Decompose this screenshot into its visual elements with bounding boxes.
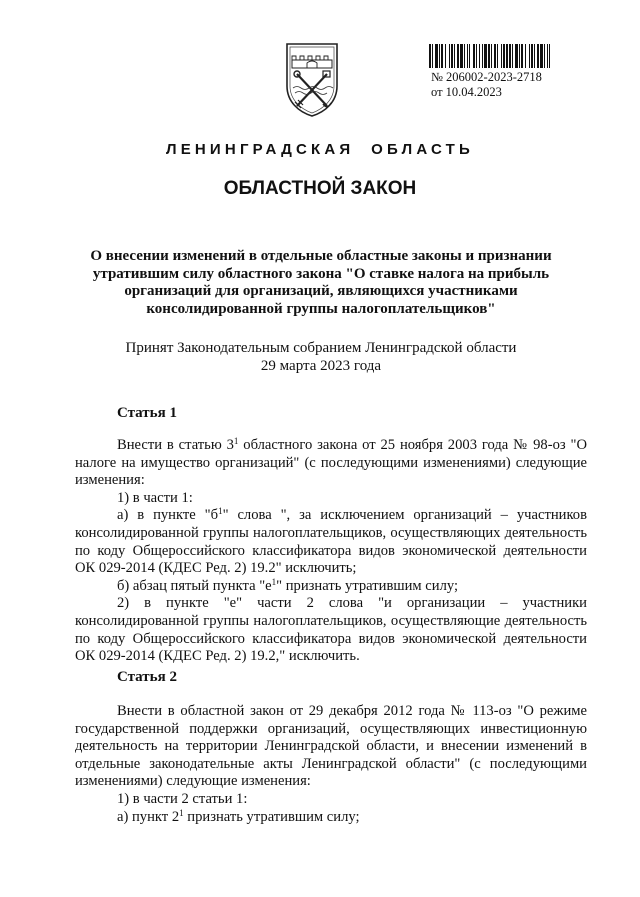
barcode-bar bbox=[484, 44, 487, 68]
barcode-bar bbox=[529, 44, 530, 68]
barcode-bar bbox=[506, 44, 508, 68]
adoption-line: Принят Законодательным собранием Ленинградской области bbox=[125, 340, 517, 356]
barcode-bar bbox=[544, 44, 545, 68]
barcode-bar bbox=[503, 44, 505, 68]
region-name: ЛЕНИНГРАДСКАЯ ОБЛАСТЬ bbox=[165, 141, 475, 158]
barcode-bar bbox=[525, 44, 526, 68]
registration-block bbox=[431, 70, 542, 100]
barcode-bar bbox=[435, 44, 438, 68]
barcode-bar bbox=[494, 44, 496, 68]
barcode-bar bbox=[531, 44, 533, 68]
article-2-item-a: а) пункт $2^1$ признать утратившим силу; bbox=[117, 807, 360, 825]
barcode-bar bbox=[441, 44, 443, 68]
barcode-bar bbox=[429, 44, 431, 68]
article-1-intro: Внести в статью $3^1$ областного закона от 25 ноября 2003 года № 98-оз "О налоге на имущество организаций" (с последующими изменениями) следующие изменения: bbox=[75, 436, 587, 489]
barcode-bar bbox=[547, 44, 548, 68]
barcode-bar bbox=[476, 44, 477, 68]
registration-date: от 10.04.2023 bbox=[431, 85, 502, 99]
barcode-bar bbox=[488, 44, 490, 68]
barcode-bar bbox=[469, 44, 470, 68]
barcode-image bbox=[429, 44, 550, 68]
barcode-bar bbox=[454, 44, 455, 68]
article-2-heading: Статья 2 bbox=[117, 669, 177, 685]
barcode-bar bbox=[497, 44, 498, 68]
adoption-date: 29 марта 2023 года bbox=[260, 357, 382, 374]
barcode-bar bbox=[534, 44, 535, 68]
barcode-bar bbox=[549, 44, 550, 68]
law-title-line: утратившим силу областного закона "О ставке налога на прибыль bbox=[92, 265, 550, 282]
article-1-body bbox=[75, 437, 587, 666]
article-1-item-b: б) абзац пятый пункта "$е^1$" признать утратившим силу; bbox=[117, 576, 459, 594]
registration-number: № 206002-2023-2718 bbox=[431, 70, 542, 84]
barcode-bar bbox=[460, 44, 463, 68]
barcode-bar bbox=[464, 44, 465, 68]
barcode-bar bbox=[521, 44, 523, 68]
article-2-intro: Внести в областной закон от 29 декабря 2012 года № 113-оз "О режиме государственной поддержки организаций, осуществляющих инвестиционную деятельность на территории Ленинградской области, и внесении изменений в отдельные законодательные акты Ленинградской области" (с последующими изменениями) следующие изменения: bbox=[75, 703, 587, 790]
barcode-bar bbox=[432, 44, 433, 68]
barcode-bar bbox=[449, 44, 450, 68]
law-title-line: организаций для организаций, являющихся участниками bbox=[124, 283, 518, 299]
barcode-bar bbox=[473, 44, 475, 68]
barcode-bar bbox=[467, 44, 468, 68]
barcode-bar bbox=[519, 44, 520, 68]
barcode-bar bbox=[491, 44, 492, 68]
law-title-line: О внесении изменений в отдельные областные законы и признании bbox=[90, 248, 552, 264]
article-1-item-1: 1) в части 1: bbox=[117, 489, 193, 506]
article-1-heading: Статья 1 bbox=[117, 405, 177, 421]
coat-of-arms-emblem bbox=[283, 40, 341, 118]
barcode-bar bbox=[457, 44, 459, 68]
law-title-line: консолидированной группы налогоплательщиков" bbox=[146, 300, 496, 317]
barcode-bar bbox=[537, 44, 539, 68]
barcode-bar bbox=[439, 44, 440, 68]
barcode-bar bbox=[445, 44, 446, 68]
barcode-bar bbox=[482, 44, 483, 68]
barcode-bar bbox=[540, 44, 543, 68]
barcode-bar bbox=[512, 44, 513, 68]
barcode-bar bbox=[451, 44, 453, 68]
barcode-bar bbox=[479, 44, 480, 68]
barcode-bar bbox=[515, 44, 518, 68]
barcode-bar bbox=[509, 44, 511, 68]
barcode-bar bbox=[501, 44, 502, 68]
adoption-note bbox=[60, 340, 582, 375]
article-2-body bbox=[75, 703, 587, 826]
law-title bbox=[60, 248, 582, 318]
article-1-item-a: а) в пункте "$б^1$" слова ", за исключением организаций – участников консолидированной группы налогоплательщиков, осуществляющих деятельность по коду Общероссийского классификатора видов экономической деятельности ОК 029-2014 (КДЕС Ред. 2) 19.2" исключить; bbox=[75, 506, 587, 577]
law-type-heading: ОБЛАСТНОЙ ЗАКОН bbox=[223, 178, 417, 199]
article-2-item-1: 1) в части 2 статьи 1: bbox=[117, 790, 248, 807]
article-1-item-2: 2) в пункте "е" части 2 слова "и организации – участники консолидированной группы налогоплательщиков, осуществляющие деятельность по коду Общероссийского классификатора видов экономической деятельности ОК 029-2014 (КДЕС Ред. 2) 19.2," исключить. bbox=[75, 595, 587, 665]
